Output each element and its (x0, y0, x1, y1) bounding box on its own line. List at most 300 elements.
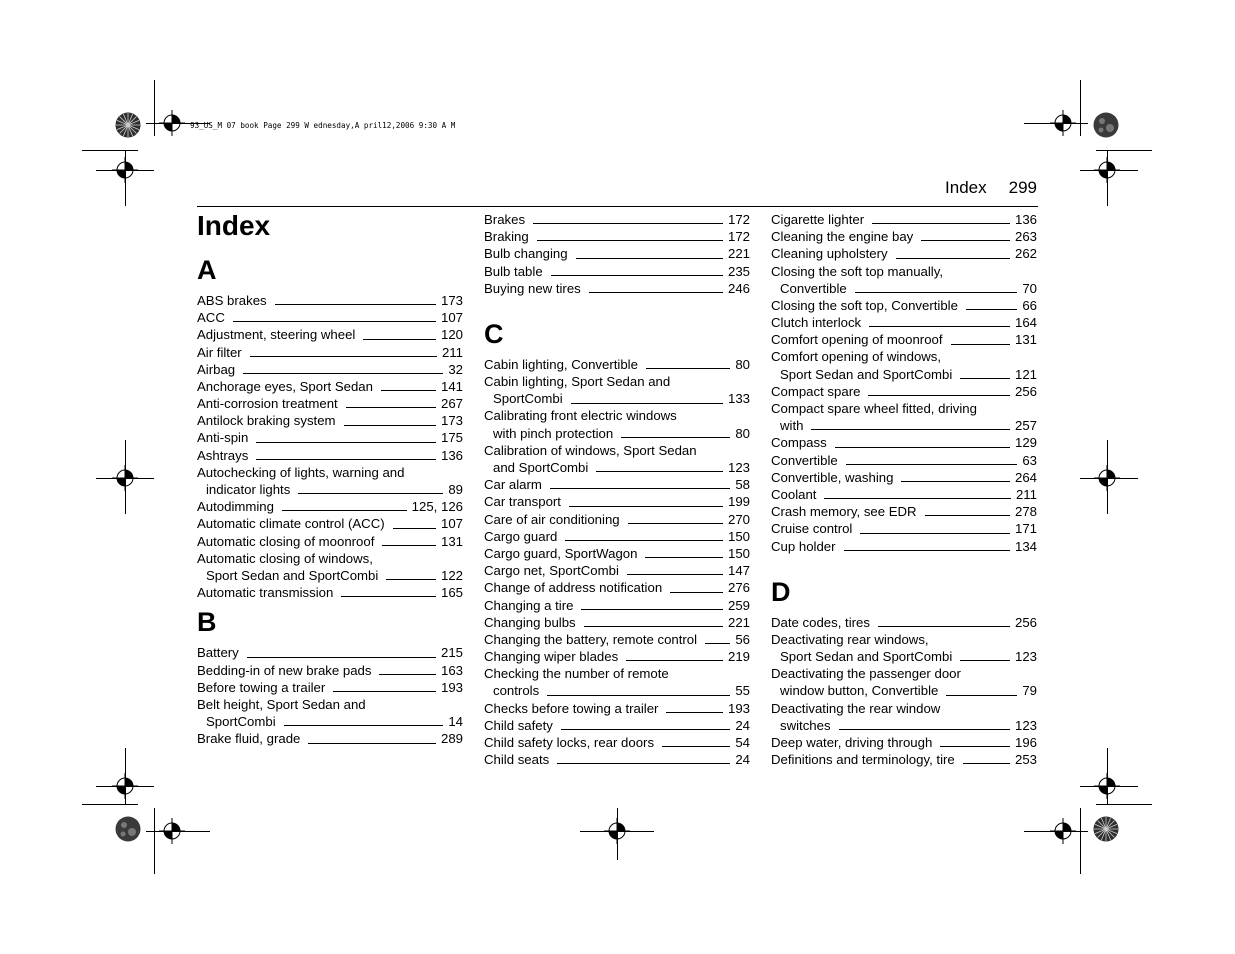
index-entry (771, 452, 1037, 469)
page-reference: 123 (1014, 649, 1037, 665)
leader-line (824, 498, 1011, 499)
index-entry (484, 493, 750, 510)
page-reference: 263 (1014, 229, 1037, 245)
registration-mark-icon (1094, 773, 1120, 799)
index-column (484, 211, 750, 768)
index-entry (484, 211, 750, 228)
leader-line (960, 660, 1010, 661)
page-reference: 259 (727, 597, 750, 613)
index-entry (484, 734, 750, 751)
leader-line (393, 528, 436, 529)
entry-term: Anti-spin (197, 430, 249, 446)
section-letter: D (771, 576, 791, 607)
index-column (197, 211, 463, 748)
page-reference: 264 (1014, 469, 1037, 485)
leader-line (363, 339, 436, 340)
leader-line (547, 695, 730, 696)
page-reference: 165 (440, 585, 463, 601)
index-entry (771, 700, 1037, 734)
leader-line (846, 464, 1018, 465)
index-entry (197, 395, 463, 412)
entry-term: Checking the number of remote (484, 666, 669, 682)
leader-line (584, 626, 723, 627)
entry-term: Calibration of windows, Sport Sedan (484, 442, 697, 458)
entry-term: Calibrating front electric windows (484, 408, 677, 424)
entry-term: Clutch interlock (771, 315, 862, 331)
entry-term: Brakes (484, 211, 526, 227)
page-reference: 267 (440, 396, 463, 412)
entry-term: Sport Sedan and SportCombi (780, 649, 953, 665)
index-entry (484, 751, 750, 768)
crop-line (1096, 804, 1152, 805)
leader-line (855, 292, 1018, 293)
page-reference: 147 (727, 563, 750, 579)
entry-term: Belt height, Sport Sedan and (197, 696, 366, 712)
leader-line (901, 481, 1010, 482)
leader-line (533, 223, 723, 224)
entry-term: and SportCombi (493, 460, 589, 476)
leader-line (621, 437, 730, 438)
entry-term: Convertible (780, 280, 847, 296)
page-reference: 107 (440, 310, 463, 326)
page-reference: 134 (1014, 538, 1037, 554)
registration-mark-icon (604, 818, 630, 844)
leader-line (308, 743, 436, 744)
leader-line (382, 545, 436, 546)
index-entry (484, 648, 750, 665)
entry-term: Comfort opening of windows, (771, 349, 942, 365)
leader-line (868, 395, 1010, 396)
page-reference: 211 (441, 344, 463, 360)
page-reference: 289 (440, 731, 463, 747)
leader-line (628, 523, 723, 524)
print-slug: 93_US_M 07 book Page 299 W ednesday,A pril12,2006 9:30 A M (190, 121, 456, 130)
leader-line (565, 540, 723, 541)
index-entry (771, 331, 1037, 348)
leader-line (705, 643, 730, 644)
page-reference: 70 (1022, 280, 1037, 296)
leader-line (940, 746, 1010, 747)
entry-term: Child safety locks, rear doors (484, 735, 655, 751)
entry-term: Child seats (484, 752, 550, 768)
page-reference: 256 (1014, 383, 1037, 399)
index-entry (771, 383, 1037, 400)
index-entry (484, 579, 750, 596)
index-entry (771, 349, 1037, 383)
page-reference: 173 (440, 413, 463, 429)
entry-term: Air filter (197, 344, 242, 360)
page-reference: 257 (1014, 418, 1037, 434)
page-reference: 172 (727, 211, 750, 227)
page-reference: 270 (727, 511, 750, 527)
entry-term: Automatic climate control (ACC) (197, 516, 385, 532)
index-entry (197, 378, 463, 395)
page-reference: 163 (440, 662, 463, 678)
running-head-section: Index (945, 178, 987, 197)
leader-line (869, 326, 1010, 327)
entry-term: Changing wiper blades (484, 649, 619, 665)
page-reference: 164 (1014, 315, 1037, 331)
leader-line (569, 506, 723, 507)
leader-line (596, 471, 723, 472)
entry-term: Sport Sedan and SportCombi (780, 366, 953, 382)
page-reference: 56 (735, 631, 750, 647)
entry-term: Battery (197, 645, 239, 661)
page-reference: 150 (727, 528, 750, 544)
page-reference: 199 (727, 494, 750, 510)
index-entry (197, 730, 463, 747)
leader-line (670, 592, 723, 593)
leader-line (275, 304, 436, 305)
entry-term: Changing the battery, remote control (484, 631, 698, 647)
star-target-icon (1093, 816, 1119, 842)
page-reference: 173 (440, 292, 463, 308)
registration-mark-icon (112, 465, 138, 491)
entry-term: indicator lights (206, 482, 291, 498)
page-reference: 136 (440, 447, 463, 463)
leader-line (872, 223, 1010, 224)
leader-line (256, 459, 436, 460)
header-rule (197, 206, 1038, 207)
entry-term: Cabin lighting, Sport Sedan and (484, 374, 671, 390)
index-entry (197, 584, 463, 601)
crop-line (1080, 808, 1081, 874)
index-entry (484, 228, 750, 245)
page-reference: 256 (1014, 614, 1037, 630)
index-entry (771, 228, 1037, 245)
entry-term: Autochecking of lights, warning and (197, 464, 405, 480)
leader-line (662, 746, 730, 747)
index-entry (771, 297, 1037, 314)
index-entry (197, 498, 463, 515)
index-entry (197, 292, 463, 309)
page-reference: 196 (1014, 735, 1037, 751)
index-entry (197, 644, 463, 661)
leader-line (346, 407, 436, 408)
registration-mark-icon (159, 818, 185, 844)
entry-term: Cigarette lighter (771, 211, 865, 227)
crop-line (1096, 150, 1152, 151)
leader-line (860, 533, 1010, 534)
leader-line (551, 275, 723, 276)
leader-line (925, 515, 1010, 516)
page-reference: 122 (440, 567, 463, 583)
page-number: 299 (1008, 178, 1037, 197)
page-reference: 235 (727, 263, 750, 279)
leader-line (581, 609, 723, 610)
page-title: Index (197, 210, 271, 241)
page-reference: 211 (1015, 486, 1037, 502)
index-entry (771, 434, 1037, 451)
entry-term: Convertible (771, 452, 838, 468)
entry-term: with pinch protection (493, 425, 614, 441)
page-reference: 125, 126 (411, 499, 463, 515)
index-entry (484, 280, 750, 297)
index-entry (771, 751, 1037, 768)
page-reference: 129 (1014, 435, 1037, 451)
entry-term: with (780, 418, 804, 434)
index-entry (484, 717, 750, 734)
leader-line (284, 725, 444, 726)
index-entry (771, 245, 1037, 262)
leader-line (835, 447, 1010, 448)
entry-term: Cleaning upholstery (771, 246, 888, 262)
page-reference: 262 (1014, 246, 1037, 262)
entry-term: Child safety (484, 717, 553, 733)
leader-line (811, 429, 1010, 430)
index-entry (197, 412, 463, 429)
index-entry (484, 442, 750, 476)
registration-mark-icon (1050, 818, 1076, 844)
index-entry (197, 679, 463, 696)
leader-line (626, 660, 723, 661)
entry-term: Change of address notification (484, 580, 663, 596)
entry-term: Deactivating the rear window (771, 700, 941, 716)
entry-term: ABS brakes (197, 292, 267, 308)
page-reference: 221 (727, 246, 750, 262)
leader-line (550, 488, 730, 489)
index-entry (484, 528, 750, 545)
leader-line (282, 510, 407, 511)
section-letter: C (484, 318, 504, 349)
leader-line (960, 378, 1010, 379)
index-entry (197, 662, 463, 679)
page-reference: 131 (1014, 332, 1037, 348)
leader-line (537, 240, 723, 241)
page-reference: 193 (727, 700, 750, 716)
entry-term: Anti-corrosion treatment (197, 396, 338, 412)
page-reference: 107 (440, 516, 463, 532)
index-column (771, 211, 1037, 768)
index-entry (484, 614, 750, 631)
index-entry (197, 430, 463, 447)
page-reference: 14 (448, 714, 463, 730)
entry-term: Before towing a trailer (197, 679, 326, 695)
entry-term: Airbag (197, 361, 236, 377)
entry-term: Comfort opening of moonroof (771, 332, 943, 348)
page-reference: 131 (440, 533, 463, 549)
entry-term: Deactivating the passenger door (771, 666, 961, 682)
page-reference: 80 (735, 356, 750, 372)
index-entry (771, 503, 1037, 520)
page-reference: 141 (440, 378, 463, 394)
registration-mark-icon (112, 157, 138, 183)
entry-term: Cup holder (771, 538, 836, 554)
leader-line (247, 657, 436, 658)
index-entry (771, 469, 1037, 486)
running-head (945, 178, 1037, 198)
leader-line (921, 240, 1010, 241)
registration-mark-icon (1050, 110, 1076, 136)
index-entry (771, 314, 1037, 331)
page-reference: 89 (448, 482, 463, 498)
entry-term: Automatic closing of moonroof (197, 533, 375, 549)
entry-term: Antilock braking system (197, 413, 336, 429)
leader-line (250, 356, 437, 357)
index-entry (771, 263, 1037, 297)
page-reference: 221 (727, 614, 750, 630)
page-reference: 120 (440, 327, 463, 343)
index-entry (771, 631, 1037, 665)
index-entry (484, 545, 750, 562)
entry-term: Cargo net, SportCombi (484, 563, 619, 579)
page-reference: 123 (727, 460, 750, 476)
leader-line (298, 493, 443, 494)
page-reference: 133 (727, 391, 750, 407)
leader-line (333, 691, 436, 692)
entry-term: Coolant (771, 486, 817, 502)
leader-line (379, 674, 436, 675)
entry-term: Anchorage eyes, Sport Sedan (197, 378, 373, 394)
index-entry (197, 361, 463, 378)
leader-line (233, 321, 436, 322)
entry-term: Date codes, tires (771, 614, 870, 630)
registration-mark-icon (112, 773, 138, 799)
page-reference: 219 (727, 649, 750, 665)
index-entry (484, 597, 750, 614)
entry-term: Cleaning the engine bay (771, 229, 914, 245)
entry-term: Car alarm (484, 477, 542, 493)
leader-line (386, 579, 436, 580)
entry-term: Convertible, washing (771, 469, 894, 485)
entry-term: window button, Convertible (780, 683, 939, 699)
star-target-icon (115, 816, 141, 842)
leader-line (589, 292, 723, 293)
index-entry (771, 400, 1037, 434)
entry-term: SportCombi (493, 391, 563, 407)
entry-term: Bulb changing (484, 246, 568, 262)
registration-mark-icon (159, 110, 185, 136)
index-entry (484, 263, 750, 280)
entry-term: Changing a tire (484, 597, 574, 613)
index-entry (197, 344, 463, 361)
entry-term: Compact spare wheel fitted, driving (771, 401, 977, 417)
index-entry (484, 665, 750, 699)
entry-term: Autodimming (197, 499, 274, 515)
index-entry (484, 373, 750, 407)
entry-term: switches (780, 717, 831, 733)
index-entry (197, 550, 463, 584)
leader-line (666, 712, 723, 713)
page-reference: 58 (735, 477, 750, 493)
page-reference: 276 (727, 580, 750, 596)
page-reference: 54 (735, 735, 750, 751)
index-entry (771, 211, 1037, 228)
page-reference: 24 (735, 717, 750, 733)
index-entry (197, 464, 463, 498)
star-target-icon (1093, 112, 1119, 138)
leader-line (561, 729, 730, 730)
crop-line (82, 804, 138, 805)
entry-term: Cabin lighting, Convertible (484, 356, 638, 372)
entry-term: Care of air conditioning (484, 511, 620, 527)
leader-line (576, 258, 723, 259)
leader-line (951, 344, 1010, 345)
leader-line (946, 695, 1017, 696)
index-entry (197, 309, 463, 326)
index-entry (771, 486, 1037, 503)
page-reference: 215 (440, 645, 463, 661)
star-target-icon (115, 112, 141, 138)
leader-line (896, 258, 1010, 259)
entry-term: Brake fluid, grade (197, 731, 301, 747)
entry-term: Compass (771, 435, 827, 451)
index-entry (771, 665, 1037, 699)
entry-term: Sport Sedan and SportCombi (206, 567, 379, 583)
page-reference: 150 (727, 545, 750, 561)
entry-term: Bedding-in of new brake pads (197, 662, 372, 678)
entry-term: SportCombi (206, 714, 276, 730)
page-reference: 80 (735, 425, 750, 441)
page-reference: 63 (1022, 452, 1037, 468)
entry-term: Buying new tires (484, 280, 581, 296)
entry-term: Automatic closing of windows, (197, 550, 373, 566)
leader-line (256, 442, 436, 443)
crop-line (1080, 80, 1081, 136)
index-entry (484, 356, 750, 373)
leader-line (966, 309, 1017, 310)
index-entry (484, 476, 750, 493)
entry-term: Adjustment, steering wheel (197, 327, 356, 343)
leader-line (963, 763, 1010, 764)
page-reference: 278 (1014, 504, 1037, 520)
entry-term: Compact spare (771, 383, 861, 399)
index-entry (771, 538, 1037, 555)
index-entry (771, 614, 1037, 631)
index-entry (197, 533, 463, 550)
page-reference: 121 (1014, 366, 1037, 382)
leader-line (646, 368, 730, 369)
entry-term: Ashtrays (197, 447, 249, 463)
index-entry (197, 326, 463, 343)
entry-term: Cargo guard (484, 528, 558, 544)
registration-mark-icon (1094, 465, 1120, 491)
entry-term: Closing the soft top, Convertible (771, 297, 958, 313)
crop-line (154, 80, 155, 136)
index-entry (484, 511, 750, 528)
page-reference: 79 (1022, 683, 1037, 699)
page-reference: 175 (440, 430, 463, 446)
page-reference: 24 (735, 752, 750, 768)
entry-term: Cargo guard, SportWagon (484, 545, 638, 561)
page-reference: 246 (727, 280, 750, 296)
leader-line (844, 550, 1010, 551)
leader-line (381, 390, 436, 391)
index-entry (771, 520, 1037, 537)
page-reference: 123 (1014, 717, 1037, 733)
section-letter: B (197, 607, 217, 638)
page-reference: 253 (1014, 752, 1037, 768)
page-reference: 136 (1014, 211, 1037, 227)
entry-term: Car transport (484, 494, 561, 510)
entry-term: Bulb table (484, 263, 543, 279)
entry-term: Checks before towing a trailer (484, 700, 659, 716)
page-reference: 172 (727, 229, 750, 245)
crop-line (154, 808, 155, 874)
page-reference: 32 (448, 361, 463, 377)
entry-term: controls (493, 683, 540, 699)
leader-line (571, 403, 723, 404)
leader-line (627, 574, 723, 575)
section-letter: A (197, 255, 217, 285)
entry-term: Automatic transmission (197, 585, 334, 601)
crop-line (82, 150, 138, 151)
entry-term: Braking (484, 229, 529, 245)
page-reference: 55 (735, 683, 750, 699)
index-entry (197, 696, 463, 730)
page-reference: 171 (1014, 521, 1037, 537)
entry-term: Changing bulbs (484, 614, 576, 630)
